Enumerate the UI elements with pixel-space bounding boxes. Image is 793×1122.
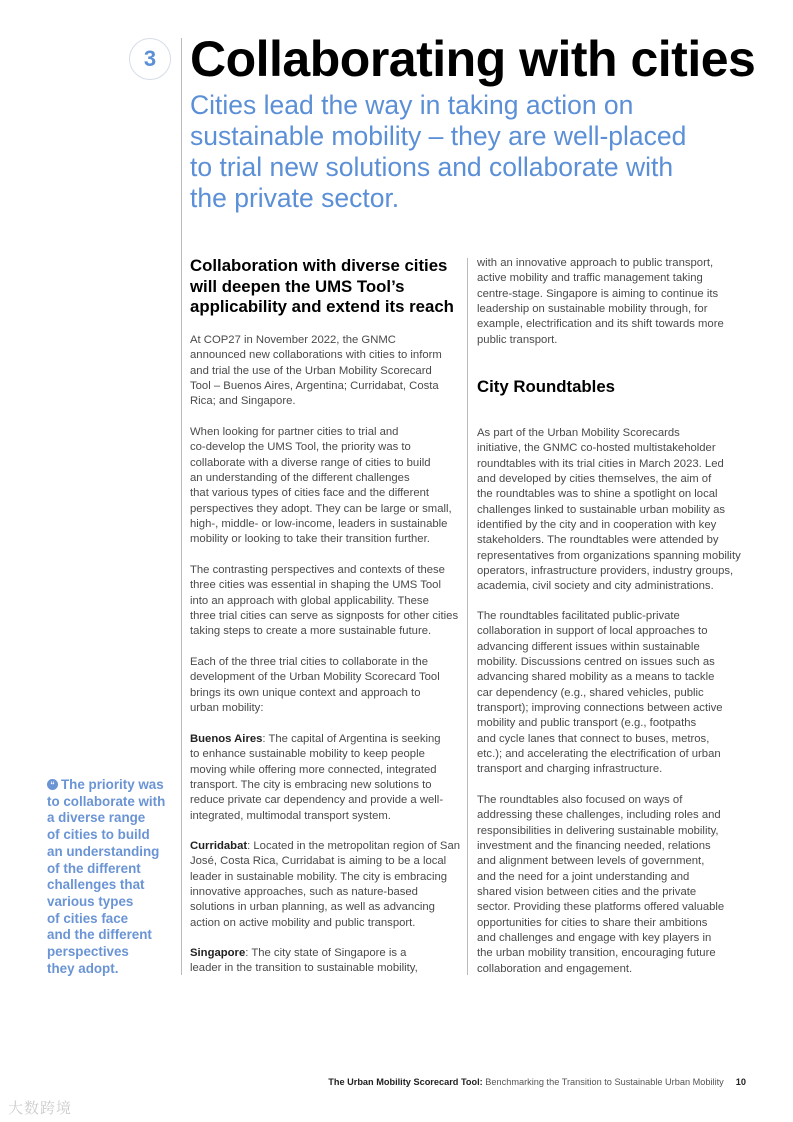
city-paragraph-buenos-aires xyxy=(190,732,475,824)
city-name: Curridabat xyxy=(190,840,248,852)
city-description: : Located in the metropolitan region of San José, Costa Rica, Curridabat is aiming to be a local leader in sustainable mobility. The city is embracing innovative approaches, such as nature-based solutions in urban planning, as well as advancing action on active mobility and public transport. xyxy=(190,840,461,929)
footer-doc-subtitle: Benchmarking the Transition to Sustainable Urban Mobility xyxy=(482,1077,724,1087)
city-paragraph-curridabat xyxy=(190,839,475,931)
city-description: : The capital of Argentina is seeking to enhance sustainable mobility to keep people moving while offering more connected, integrated transport. The city is embracing new solutions to reduce private car dependency and provide a well- integrated, multimodal transport system. xyxy=(190,733,444,822)
margin-divider xyxy=(181,38,182,975)
section-heading-roundtables: City Roundtables xyxy=(477,377,615,396)
paragraph: The contrasting perspectives and contexts of these three cities was essential in shaping the UMS Tool into an approach with global applicability. These three trial cities can serve as signposts for other cities taking steps to create a more sustainable future. xyxy=(190,564,459,638)
chapter-number-badge: 3 xyxy=(129,38,171,80)
quote-icon: “ xyxy=(47,779,58,790)
page-subtitle: Cities lead the way in taking action on sustainable mobility – they are well-placed to trial new solutions and collaborate with the private sector. xyxy=(190,90,687,213)
city-name: Singapore xyxy=(190,947,246,959)
page-number: 10 xyxy=(735,1077,746,1087)
page-footer xyxy=(328,1077,746,1087)
page-title: Collaborating with cities xyxy=(190,31,756,87)
paragraph: The roundtables facilitated public-private collaboration in support of local approaches to advancing different issues within sustainable mobility. Discussions centred on issues such as advancing shared mobility as a means to tackle car dependency (e.g., shared vehicles, public transport); improving connections between active mobility and public transport (e.g., footpaths and cycle lanes that connect to buses, metros, etc.); and accelerating the electrification of urban transport and charging infrastructure. xyxy=(477,610,723,776)
city-description: : The city state of Singapore is a leader in the transition to sustainable mobility, xyxy=(190,947,418,975)
section-heading-collaboration: Collaboration with diverse cities will deepen the UMS Tool’s applicability and extend its reach xyxy=(190,256,454,316)
paragraph: The roundtables also focused on ways of addressing these challenges, including roles and responsibilities in delivering sustainable mobility, investment and the financing needed, relations and alignment between levels of government, and the need for a joint understanding and shared vision between cities and the private sector. Providing these platforms offered valuable opportunities for cities to share their ambitions and challenges and engage with key players in the urban mobility transition, encouraging future collaboration and engagement. xyxy=(477,794,725,975)
paragraph: Each of the three trial cities to collaborate in the development of the Urban Mobility Scorecard Tool brings its own unique context and approach to urban mobility: xyxy=(190,656,440,715)
paragraph: with an innovative approach to public transport, active mobility and traffic management taking centre-stage. Singapore is aiming to continue its leadership on sustainable mobility through, for example, electrification and its shift towards more public transport. xyxy=(477,257,724,346)
city-name: Buenos Aires xyxy=(190,733,263,745)
paragraph: When looking for partner cities to trial and co-develop the UMS Tool, the priority was to collaborate with a diverse range of cities to build an understanding of the different challenges that various types of cities face and the different perspectives they adopt. They can be large or small, high-, middle- or low-income, leaders in sustainable mobility or looking to take their transition further. xyxy=(190,426,452,546)
watermark: 大数跨境 xyxy=(8,1100,73,1117)
pull-quote xyxy=(47,777,165,977)
city-paragraph-singapore xyxy=(190,946,475,977)
paragraph: As part of the Urban Mobility Scorecards initiative, the GNMC co-hosted multistakeholder roundtables with its trial cities in March 2023. Led and developed by cities themselves, the aim of the roundtables was to shine a spotlight on local challenges linked to sustainable urban mobility as identified by the city and in cooperation with key stakeholders. The roundtables were attended by representatives from organizations spanning mobility operators, infrastructure providers, industry groups, academia, civil society and city administrations. xyxy=(477,427,741,593)
footer-doc-title: The Urban Mobility Scorecard Tool: xyxy=(328,1077,483,1087)
pull-quote-text: The priority was to collaborate with a diverse range of cities to build an understanding of the different challenges that various types of cities face and the different perspectives they adopt. xyxy=(47,777,166,976)
paragraph: At COP27 in November 2022, the GNMC announced new collaborations with cities to inform and trial the use of the Urban Mobility Scorecard Tool – Buenos Aires, Argentina; Curridabat, Costa Rica; and Singapore. xyxy=(190,334,442,408)
